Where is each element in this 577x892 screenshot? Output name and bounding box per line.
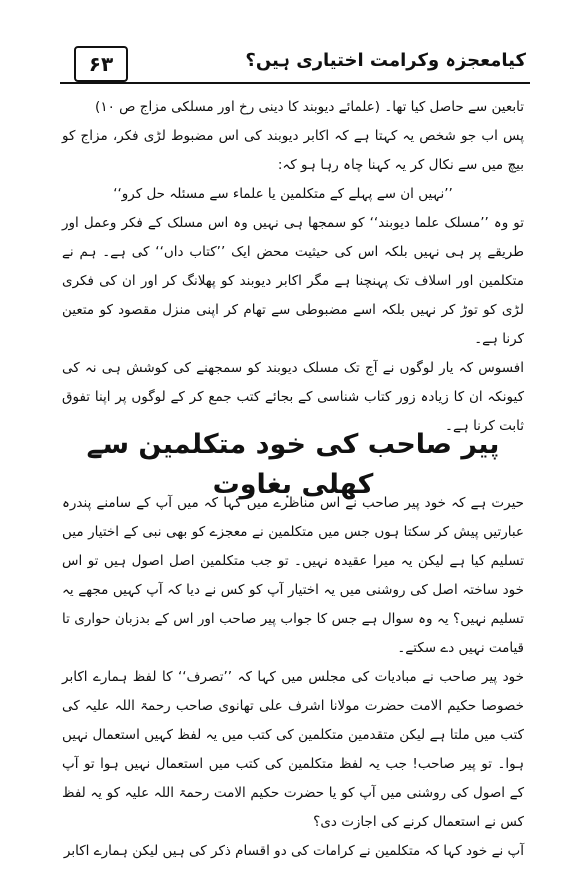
paragraph-1: تابعین سے حاصل کیا تھا۔ (علمائے دیوبند کا دینی رخ اور مسلکی مزاج ص ۱۰) (95, 99, 524, 115)
running-title: کیامعجزہ وکرامت اختیاری ہیں؟ (245, 50, 526, 71)
paragraph-4: افسوس کہ یار لوگوں نے آج تک مسلک دیوبند کو سمجھنے کی کوشش ہی نہ کی کیونکہ ان کا زیادہ زور کتاب شناسی کے بجائے کتب جمع کر کے لوگوں پر اپنا تفوق ثابت کرنا ہے۔ (62, 360, 524, 434)
paragraph-5: حیرت ہے کہ خود پیر صاحب نے اس مناظرے میں کہا کہ میں آپ کے سامنے پندرہ عبارتیں پیش کر سکتا ہوں جس میں متکلمین نے معجزے کو بھی نبی کے اختیار میں تسلیم کیا ہے لیکن یہ میرا عقیدہ نہیں۔ تو جب متکلمین اصل اصول ہیں تو اس خود ساختہ اصل کی روشنی میں یہ اختیار آپ کو کس نے دیا کہ آپ کہیں مجھے یہ تسلیم نہیں؟ یہ وہ سوال ہے جس کا جواب پیر صاحب اور اس کے بدزبان حواری تا قیامت نہیں دے سکتے۔ (62, 495, 524, 656)
paragraph-3: تو وہ ’’مسلک علما دیوبند‘‘ کو سمجھا ہی نہیں وہ اس مسلک کے فکر وعمل اور طریقے پر ہی نہیں بلکہ اس کی حیثیت محض ایک ’’کتاب داں‘‘ کی ہے۔ ہم نے متکلمین اور اسلاف تک پہنچنا ہے مگر اکابر دیوبند کو پھلانگ کر اور ان کی فکری لڑی کو توڑ کر نہیں بلکہ اسے مضبوطی سے تھام کر اپنی منزل مقصود کو متعین کرنا ہے۔ (62, 215, 524, 347)
page-header (60, 42, 530, 84)
paragraph-6: خود پیر صاحب نے مبادیات کی مجلس میں کہا کہ ’’تصرف‘‘ کا لفظ ہمارے اکابر خصوصا حکیم الامت حضرت مولانا اشرف علی تھانوی صاحب رحمۃ اللہ علیہ کی کتب میں ملتا ہے لیکن متقدمین متکلمین کی کتب میں یہ لفظ کہیں استعمال نہیں ہوا۔ تو پیر صاحب! جب یہ لفظ متکلمین کی کتب میں استعمال نہیں ہوا تو آپ کے اصول کی روشنی میں آپ کو یا حضرت حکیم الامت رحمۃ اللہ علیہ کو یہ لفظ کس نے استعمال کرنے کی اجازت دی؟ (62, 669, 524, 830)
page-number: ۶۳ (74, 46, 128, 82)
header-rule (60, 82, 530, 84)
section-heading-wrap (62, 429, 524, 500)
quotation: ’’نہیں ان سے پہلے کے متکلمین یا علماء سے مسئلہ حل کرو‘‘ (113, 186, 453, 202)
paragraph-7: آپ نے خود کہا کہ متکلمین نے کرامات کی دو اقسام ذکر کی ہیں لیکن ہمارے اکابر (63, 843, 524, 859)
page-body (62, 93, 524, 866)
section-heading: پیر صاحب کی خود متکلمین سے کھلی بغاوت (86, 429, 500, 500)
paragraph-2: پس اب جو شخص یہ کہتا ہے کہ اکابر دیوبند کی اس مضبوط لڑی فکر، مزاج کو بیچ میں سے نکال کر یہ کہنا چاہ رہا ہو کہ: (62, 128, 524, 173)
